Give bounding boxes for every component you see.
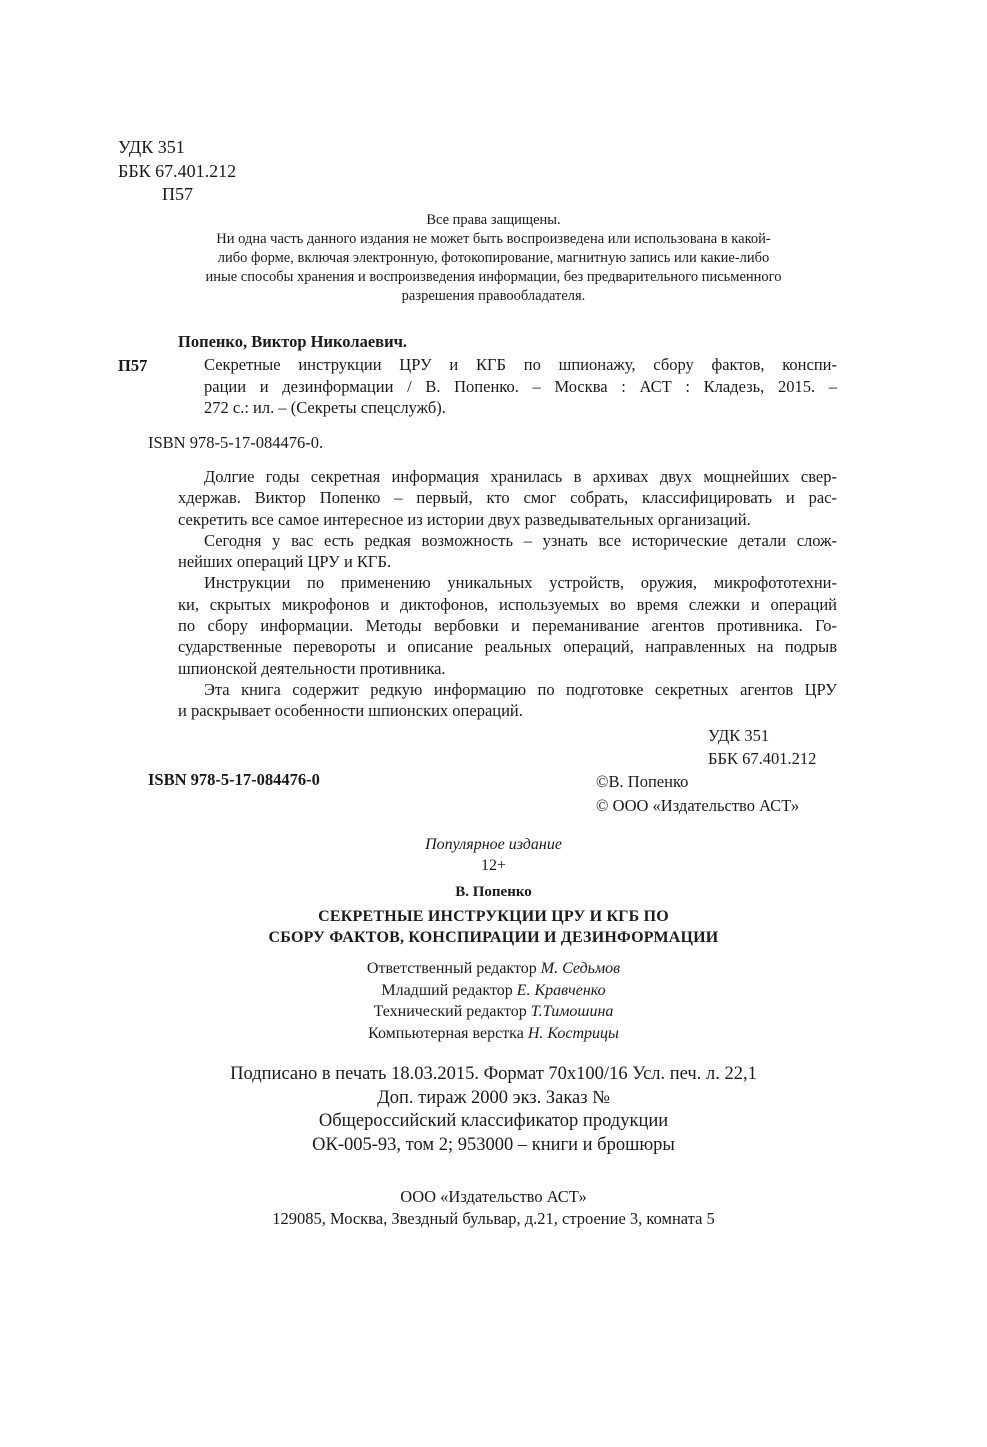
staff-line (0, 958, 987, 980)
staff-line (0, 1001, 987, 1023)
imprint-author: В. Попенко (455, 884, 532, 900)
staff-role: Младший редактор (381, 981, 513, 999)
bibliography-mark: П57 (118, 356, 148, 375)
bibliography-line: 272 с.: ил. – (Секреты спецслужб). (204, 398, 446, 417)
annotation-line: секретить все самое интересное из истории двух разведывательных организаций. (178, 509, 751, 529)
publisher-address: 129085, Москва, Звездный бульвар, д.21, строение 3, комната 5 (272, 1209, 715, 1228)
book-title-line: СЕКРЕТНЫЕ ИНСТРУКЦИИ ЦРУ И КГБ ПО (318, 908, 669, 925)
author-mark: П57 (162, 184, 193, 204)
copyright-author: ©В. Попенко (596, 772, 689, 791)
print-info-line: ОК-005-93, том 2; 953000 – книги и брошюры (312, 1134, 675, 1155)
staff-name: Е. Кравченко (516, 981, 606, 999)
rights-notice (0, 211, 987, 306)
copyright-publisher: © ООО «Издательство АСТ» (596, 795, 800, 815)
bibliography-isbn: ISBN 978-5-17-084476-0. (148, 433, 324, 452)
print-info-line: Общероссийский классификатор продукции (318, 1111, 669, 1131)
rights-line: Ни одна часть данного издания не может быть воспроизведена или использована в какой- (216, 231, 771, 247)
annotation-line: по сбору информации. Методы вербовки и переманивание агентов противника. Го- (178, 616, 837, 636)
publisher-name: ООО «Издательство АСТ» (400, 1187, 587, 1206)
rights-line: иные способы хранения и воспроизведения информации, без предварительного письменного (205, 269, 782, 285)
udk-code: УДК 351 (708, 726, 770, 745)
annotation-line: шпионской деятельности противника. (178, 658, 446, 678)
classification-codes (118, 136, 236, 207)
right-classification-codes (708, 724, 816, 770)
annotation-line: ки, скрытых микрофонов и диктофонов, используемых во время слежки и операций (178, 594, 837, 614)
staff-role: Технический редактор (373, 1003, 527, 1020)
bibliography-line: рации и дезинформации / В. Попенко. – Москва : АСТ : Кладезь, 2015. – (204, 376, 837, 396)
staff-line (0, 980, 987, 1002)
book-title-line: СБОРУ ФАКТОВ, КОНСПИРАЦИИ И ДЕЗИНФОРМАЦИИ (268, 929, 719, 946)
udk-code: УДК 351 (118, 137, 185, 157)
bibliography-line: Секретные инструкции ЦРУ и КГБ по шпионажу, сбору фактов, конспи- (204, 355, 837, 374)
book-title (0, 906, 987, 948)
print-info-line: Подписано в печать 18.03.2015. Формат 70x100/16 Усл. печ. л. 22,1 (230, 1064, 757, 1084)
staff-name: Т.Тимошина (530, 1003, 614, 1020)
staff-name: М. Седьмов (540, 960, 621, 977)
annotation (178, 466, 837, 722)
staff-role: Компьютерная верстка (368, 1024, 524, 1042)
annotation-line: Сегодня у вас есть редкая возможность – узнать все исторические детали слож- (204, 530, 837, 550)
annotation-line: нейших операций ЦРУ и КГБ. (178, 552, 392, 572)
print-info (0, 1063, 987, 1157)
annotation-line: сударственные перевороты и описание реальных операций, направленных на подрыв (178, 637, 837, 657)
rights-line: разрешения правообладателя. (401, 288, 586, 304)
publisher-info (0, 1186, 987, 1230)
rights-line: Все права защищены. (426, 212, 561, 228)
bbk-code: ББК 67.401.212 (118, 160, 237, 181)
staff-role: Ответственный редактор (366, 960, 537, 977)
bibliography-author: Попенко, Виктор Николаевич. (178, 332, 408, 351)
isbn-bold: ISBN 978-5-17-084476-0 (148, 770, 320, 789)
staff-name: Н. Кострицы (527, 1024, 619, 1042)
annotation-line: и раскрывает особенности шпионских операций. (178, 701, 523, 721)
bibliography-entry (204, 354, 837, 419)
annotation-line: Инструкции по применению уникальных устройств, оружия, микрофототехни- (204, 573, 837, 593)
annotation-line: Долгие годы секретная информация хранилась в архивах двух мощнейших свер- (204, 467, 837, 486)
rights-line: либо форме, включая электронную, фотокопирование, магнитную запись или какие-либо (217, 250, 770, 266)
bbk-code: ББК 67.401.212 (708, 749, 817, 768)
annotation-line: хдержав. Виктор Попенко – первый, кто смог собрать, классифицировать и рас- (178, 488, 837, 508)
print-info-line: Доп. тираж 2000 экз. Заказ № (377, 1087, 610, 1108)
age-rating: 12+ (480, 857, 507, 874)
copyright-notices (596, 770, 799, 817)
edition-type: Популярное издание (425, 836, 562, 853)
annotation-line: Эта книга содержит редкую информацию по подготовке секретных агентов ЦРУ (204, 679, 837, 699)
editorial-staff (0, 958, 987, 1044)
staff-line (0, 1023, 987, 1045)
